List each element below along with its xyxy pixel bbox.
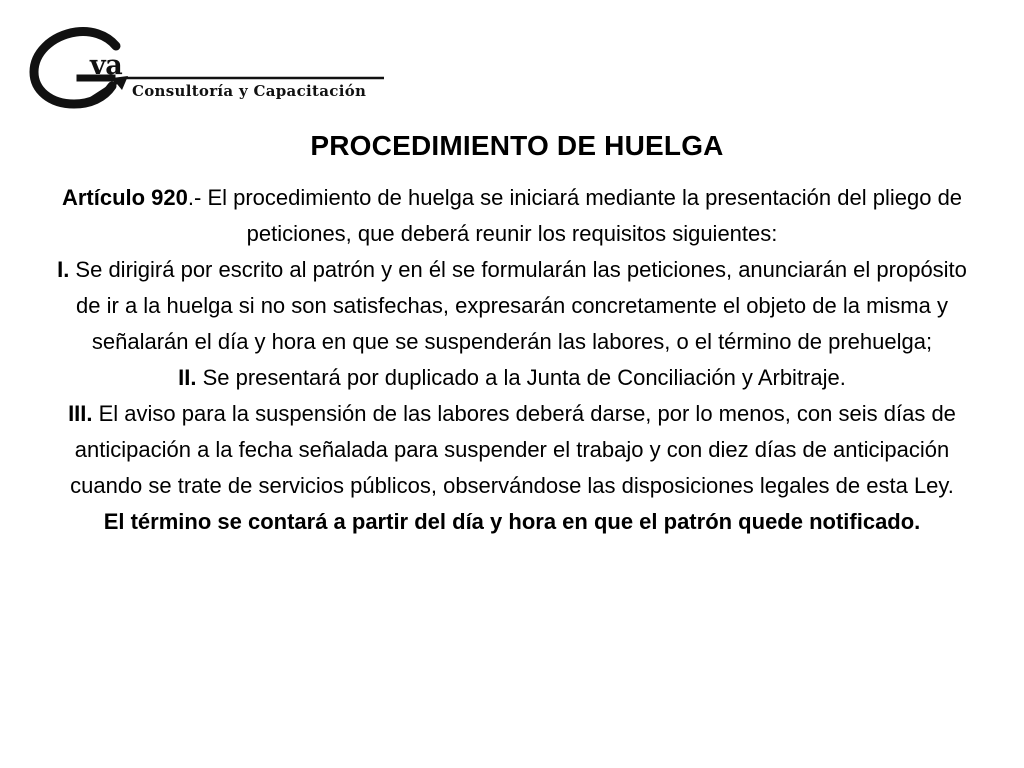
requirement-numeral: I. (57, 257, 70, 282)
requirement-text: Se presentará por duplicado a la Junta de Conciliación y Arbitraje. (196, 365, 846, 390)
logo-letter-mark: va (90, 50, 123, 81)
article-body (52, 180, 972, 540)
requirement-item (52, 360, 972, 396)
company-logo (28, 28, 388, 108)
article-label: Artículo 920 (61, 185, 188, 210)
closing-statement: El término se contará a partir del día y hora en que el patrón quede notificado. (103, 509, 921, 534)
article-text: .- El procedimiento de huelga se iniciará mediante la presentación del pliego de peticiones, que deberá reunir los requisitos siguientes: (187, 185, 963, 246)
slide-title: PROCEDIMIENTO DE HUELGA (310, 130, 724, 161)
requirement-numeral: III. (68, 401, 93, 426)
requirement-item (52, 252, 972, 360)
logo-tagline: Consultoría y Capacitación (132, 82, 367, 100)
requirement-text: Se dirigirá por escrito al patrón y en él se formularán las peticiones, anunciarán el propósito de ir a la huelga si no son satisfechas, expresarán concretamente el objeto de la misma y señalarán el día y hora en que se suspenderán las labores, o el término de prehuelga; (69, 257, 967, 354)
article-intro (52, 180, 972, 252)
requirement-text: El aviso para la suspensión de las labores deberá darse, por lo menos, con seis días de anticipación a la fecha señalada para suspender el trabajo y con diez días de anticipación cuando se trate de servicios públicos, observándose las disposiciones legales de esta Ley. (70, 401, 956, 498)
requirement-numeral: II. (178, 365, 197, 390)
requirement-item (52, 396, 972, 504)
